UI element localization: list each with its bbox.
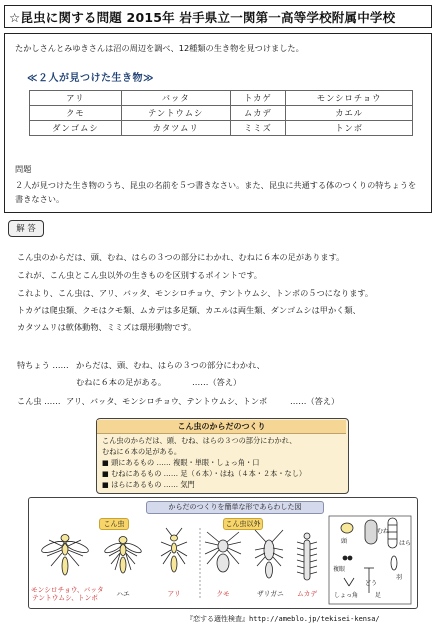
head-shape	[341, 523, 353, 533]
insect-label: こん虫 ……	[17, 396, 61, 406]
compound-eye-dot	[343, 556, 347, 560]
table-cell: アリ	[30, 91, 122, 106]
table-cell: モンシロチョウ	[286, 91, 413, 106]
table-row	[30, 106, 413, 121]
centipede-icon	[297, 533, 317, 580]
spider-icon	[205, 532, 241, 572]
feature-label: 特ちょう ……	[17, 360, 69, 370]
info-line: ■ 頭にあるもの …… 複眼・単眼・しょっ角・口	[102, 458, 260, 467]
answer-tag: 解 答	[8, 220, 44, 237]
info-line: ■ むねにあるもの …… 足（６本）・はね（４本・２本・なし）	[102, 469, 307, 478]
legend-chest: むね	[377, 528, 390, 535]
table-cell: ミミズ	[230, 121, 286, 136]
chest-shape	[365, 520, 377, 544]
legend-antenna: しょっ角	[334, 592, 359, 599]
info-line: こん虫のからだは、頭、むね、はらの３つの部分にわかれ、	[102, 436, 297, 445]
table-cell: クモ	[30, 106, 122, 121]
question-text: ２人が見つけた生き物のうち、昆虫の名前を５つ書きなさい。また、昆虫に共通する体のつくりの特ちょうを書きなさい。	[15, 180, 417, 204]
caption-text: テントウムシ、トンボ	[32, 594, 98, 602]
wing-shape	[391, 556, 397, 570]
legend-wings: 羽	[396, 574, 403, 581]
legend-legs: 足	[375, 592, 382, 599]
abdomen-shape	[388, 518, 397, 548]
table-cell: ムカデ	[230, 106, 286, 121]
footer-source: 『恋する適性検査』http://ameblo.jp/tekisei-kensa/	[186, 615, 380, 623]
feature-line: むねに６本の足がある。	[76, 377, 167, 387]
table-cell: テントウムシ	[121, 106, 230, 121]
legend-abdomen: はら	[399, 540, 412, 547]
butterfly-icon	[40, 535, 89, 576]
question-label: 問題	[15, 164, 32, 174]
table-cell: カタツムリ	[121, 121, 230, 136]
insect-tag: こん虫	[99, 518, 129, 530]
info-box	[96, 418, 349, 494]
table-row	[30, 91, 413, 106]
info-line: むねに６本の足がある。	[102, 447, 182, 456]
intro-text: たかしさんとみゆきさんは沼の周辺を調べ、12種類の生き物を見つけました。	[15, 43, 304, 53]
fly-icon	[104, 537, 143, 574]
ant-caption: アリ	[167, 590, 181, 598]
table-cell: バッタ	[121, 91, 230, 106]
explanation-line: これが、こん虫とこん虫以外の生きものを区別するポイントです。	[17, 270, 262, 280]
insect-list: アリ、バッタ、モンシロチョウ、テントウムシ、トンボ	[66, 396, 268, 406]
info-title: こん虫のからだのつくり	[97, 420, 346, 434]
creature-table	[29, 90, 413, 136]
antenna-line	[344, 578, 349, 586]
problem-box	[4, 33, 432, 213]
answer-mark: ……（答え）	[192, 377, 242, 387]
legend-dots: どう	[365, 580, 378, 587]
ant-icon	[161, 528, 187, 572]
legend-head: 頭	[341, 538, 348, 545]
crayfish-icon	[255, 530, 283, 578]
table-cell: トンボ	[286, 121, 413, 136]
body-structure-figure	[28, 497, 418, 609]
feature-line: からだは、頭、むね、はらの３つの部分にわかれ、	[76, 360, 265, 370]
figure-title: からだのつくりを簡単な形であらわした図	[146, 501, 324, 514]
non-insect-tag: こん虫以外	[223, 518, 263, 530]
table-cell: カエル	[286, 106, 413, 121]
answer-mark: ……（答え）	[290, 396, 340, 406]
info-line: ■ はらにあるもの …… 気門	[102, 480, 195, 489]
fly-caption: ハエ	[116, 590, 130, 598]
spider-caption: クモ	[216, 590, 230, 598]
explanation-line: カタツムリは軟体動物、ミミズは環形動物です。	[17, 322, 197, 332]
table-row	[30, 121, 413, 136]
crayfish-caption: ザリガニ	[257, 590, 284, 598]
centipede-caption: ムカデ	[296, 590, 318, 598]
explanation-line: これより、こん虫は、アリ、バッタ、モンシロチョウ、テントウムシ、トンボの５つになります。	[17, 288, 374, 298]
table-cell: ダンゴムシ	[30, 121, 122, 136]
page-title: ☆昆虫に関する問題 2015年 岩手県立一関第一高等学校附属中学校	[4, 5, 432, 28]
table-cell: トカゲ	[230, 91, 286, 106]
caption-text: モンシロチョウ、バッタ	[31, 586, 104, 594]
butterfly-caption	[31, 586, 104, 602]
explanation-line: こん虫のからだは、頭、むね、はらの３つの部分にわかれ、むねに６本の足があります。	[17, 252, 345, 262]
creature-list-title: ≪２人が見つけた生き物≫	[27, 73, 154, 84]
legend-compound-eye: 複眼	[333, 566, 346, 573]
explanation-line: トカゲは爬虫類、クモはクモ類、ムカデは多足類、カエルは両生類、ダンゴムシは甲かく類、	[17, 305, 361, 315]
